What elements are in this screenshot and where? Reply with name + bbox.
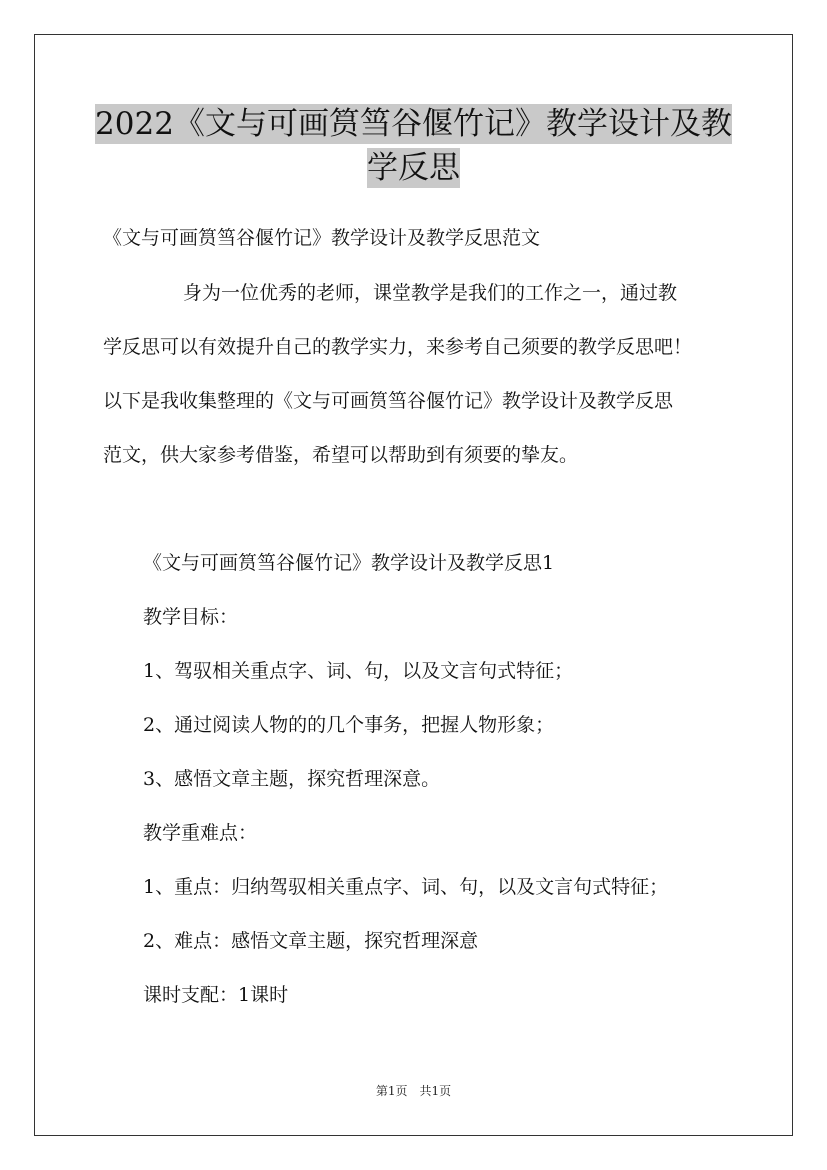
intro-paragraph-line-2: 学反思可以有效提升自己的教学实力，来参考自己须要的教学反思吧！ xyxy=(103,336,693,358)
document-title-line-1: 2022《文与可画筼筜谷偃竹记》教学设计及教 xyxy=(95,106,732,142)
goals-label: 教学目标： xyxy=(143,606,239,628)
document-subtitle: 《文与可画筼筜谷偃竹记》教学设计及教学反思范文 xyxy=(103,227,541,249)
page-footer: 第1页 共1页 xyxy=(375,1084,452,1098)
goal-item: 3、感悟文章主题，探究哲理深意。 xyxy=(143,768,441,790)
key-point-item: 1、重点：归纳驾驭相关重点字、词、句，以及文言句式特征； xyxy=(143,876,669,898)
key-point-item: 2、难点：感悟文章主题，探究哲理深意 xyxy=(143,930,479,952)
document-title-line-2: 学反思 xyxy=(367,150,460,186)
intro-paragraph-line-3: 以下是我收集整理的《文与可画筼筜谷偃竹记》教学设计及教学反思 xyxy=(103,390,674,412)
intro-paragraph-line-4: 范文，供大家参考借鉴，希望可以帮助到有须要的挚友。 xyxy=(103,444,579,466)
page-border xyxy=(34,34,793,1136)
schedule-line: 课时支配：1课时 xyxy=(143,984,289,1006)
key-points-label: 教学重难点： xyxy=(143,822,258,844)
goal-item: 2、通过阅读人物的的几个事务，把握人物形象； xyxy=(143,714,555,736)
intro-paragraph-line-1: 身为一位优秀的老师，课堂教学是我们的工作之一，通过教 xyxy=(183,282,678,304)
section-heading: 《文与可画筼筜谷偃竹记》教学设计及教学反思1 xyxy=(143,552,555,574)
goal-item: 1、驾驭相关重点字、词、句，以及文言句式特征； xyxy=(143,660,574,682)
